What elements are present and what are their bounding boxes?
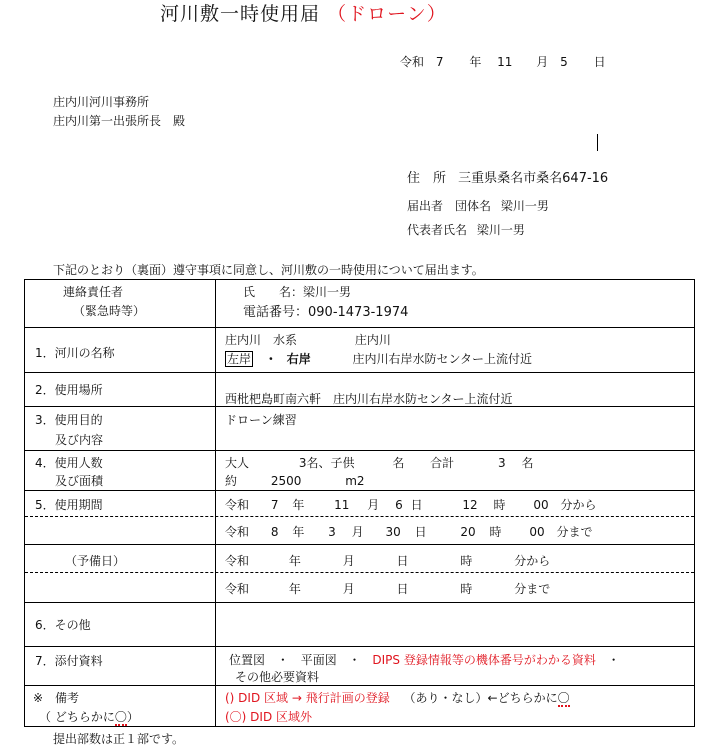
note-did-line (225, 689, 570, 706)
intro-statement: 下記のとおり（裏面）遵守事項に同意し、河川敷の一時使用について届出ます。 (53, 263, 484, 277)
phone-value: 090-1473-1974 (308, 305, 409, 320)
attach-item-other: その他必要資料 (235, 670, 320, 684)
attach-sep: ・ (607, 653, 620, 667)
to-suffix: 分まで (556, 525, 593, 539)
reserve-from-year-unit: 年 (288, 554, 301, 568)
note-sublabel-text: （ どちらかに (39, 710, 115, 724)
note-sublabel-end: ） (126, 710, 139, 724)
place-value: 西枇杷島町南六軒 庄内川右岸水防センター上流付近 (225, 392, 513, 406)
phone-label: 電話番号： (243, 305, 309, 320)
from-day-unit: 日 (410, 498, 423, 512)
date-year-unit: 年 (469, 55, 482, 69)
application-table (24, 279, 695, 727)
to-era: 令和 (225, 525, 250, 539)
reserve-from-hour-unit: 時 (460, 554, 473, 568)
reserve-to-era: 令和 (225, 582, 250, 596)
attach-label: 7．添付資料 (35, 654, 103, 668)
purpose-label: 3．使用目的 (35, 413, 103, 427)
people-count (225, 454, 533, 471)
to-hour-unit: 時 (489, 525, 502, 539)
reserve-to-hour-unit: 時 (460, 582, 473, 596)
title-paren-open: （ (327, 3, 348, 25)
place-label: 2．使用場所 (35, 383, 103, 397)
to-minute: 00 (529, 525, 545, 539)
reserve-to-day-unit: 日 (396, 582, 409, 596)
did-area-option: () DID 区域 → 飛行計画の登録 (225, 691, 390, 705)
from-month-unit: 月 (367, 498, 380, 512)
from-year-unit: 年 (292, 498, 305, 512)
contact-name-label: 氏 名： (243, 285, 304, 299)
org-value: 梁川一男 (500, 199, 549, 213)
submission-date (400, 53, 606, 70)
footer-note: 提出部数は正１部です。 (53, 732, 185, 746)
note-label: ※ 備考 (33, 691, 80, 705)
period-from (225, 496, 597, 513)
row-divider-dashed (25, 572, 694, 573)
outside-did-option: (〇) DID 区域外 (225, 710, 313, 724)
row-divider (25, 372, 694, 373)
row-divider (25, 450, 694, 451)
date-day-unit: 日 (593, 55, 606, 69)
purpose-sublabel: 及び内容 (55, 433, 104, 447)
contact-name (243, 283, 351, 300)
from-minute: 00 (533, 498, 549, 512)
rep-value: 梁川一男 (476, 223, 525, 237)
attach-sep: ・ (276, 653, 289, 667)
attach-items (229, 651, 620, 668)
date-month: 11 (497, 55, 513, 69)
org-label: 届出者 団体名 (407, 199, 492, 213)
attach-item-dips: DIPS 登録情報等の機体番号がわかる資料 (372, 653, 596, 667)
to-day-unit: 日 (414, 525, 427, 539)
row-divider (25, 646, 694, 647)
to-year-unit: 年 (292, 525, 305, 539)
flight-plan-choice: （あり・なし）←どちらかに (403, 691, 558, 705)
contact-name-value: 梁川一男 (303, 285, 352, 299)
note-circle-mark-2: 〇 (557, 691, 570, 705)
column-divider (215, 280, 216, 726)
total-unit: 名 (521, 456, 534, 470)
addressee-branch: 庄内川第一出張所長 殿 (53, 114, 186, 128)
people-label: 4．使用人数 (35, 456, 103, 470)
note-sublabel (39, 708, 139, 725)
attach-item-location-map: 位置図 (229, 653, 266, 667)
area-unit: m2 (345, 474, 365, 488)
river-bank (225, 350, 532, 367)
people-sublabel: 及び面積 (55, 474, 104, 488)
bank-separator: ・ (264, 352, 277, 366)
contact-phone (243, 301, 408, 320)
river-label: 1．河川の名称 (35, 346, 115, 360)
other-label: 6．その他 (35, 618, 91, 632)
reserve-from-month-unit: 月 (342, 554, 355, 568)
date-month-unit: 月 (536, 55, 549, 69)
purpose-value: ドローン練習 (225, 413, 297, 427)
period-to (225, 523, 593, 540)
row-divider (25, 327, 694, 328)
text-cursor (597, 134, 598, 151)
child-unit: 名 (392, 456, 405, 470)
date-day: 5 (560, 55, 568, 69)
from-day: 6 (395, 498, 403, 512)
rep-label: 代表者氏名 (407, 223, 468, 237)
row-divider (25, 490, 694, 491)
note-outside-line (225, 708, 312, 725)
row-divider (25, 544, 694, 545)
adult-count: 3名、子供 (298, 456, 355, 470)
date-era: 令和 (400, 55, 425, 69)
people-area (225, 472, 365, 489)
applicant-address (407, 167, 608, 186)
reserve-to (225, 580, 550, 597)
river-name-value: 庄内川 (354, 333, 391, 347)
bank-left: 左岸 (227, 352, 252, 366)
from-era: 令和 (225, 498, 250, 512)
to-day: 30 (385, 525, 401, 539)
date-year: 7 (435, 55, 444, 69)
attach-sep: ・ (348, 653, 361, 667)
to-month: 3 (328, 525, 336, 539)
applicant-representative (407, 221, 525, 238)
address-label: 住 所 (407, 171, 447, 186)
row-divider-dashed (25, 516, 694, 517)
row-divider (25, 602, 694, 603)
total-label: 合計 (430, 456, 455, 470)
addressee-office: 庄内川河川事務所 (53, 95, 150, 109)
river-location: 庄内川右岸水防センター上流付近 (352, 352, 533, 366)
contact-label: 連絡責任者 (63, 285, 124, 299)
document-title (160, 0, 447, 26)
total-count: 3 (498, 456, 506, 470)
to-month-unit: 月 (351, 525, 364, 539)
river-system (225, 331, 391, 348)
contact-sublabel: （緊急時等） (73, 304, 146, 318)
title-drone: ドローン (347, 3, 427, 25)
reserve-to-suffix: 分まで (514, 582, 551, 596)
title-main: 河川敷一時使用届 (160, 3, 321, 25)
reserve-from-day-unit: 日 (396, 554, 409, 568)
river-system-value: 庄内川 水系 (225, 333, 298, 347)
from-hour: 12 (462, 498, 478, 512)
row-divider (25, 685, 694, 686)
to-year: 8 (270, 525, 279, 539)
to-hour: 20 (460, 525, 476, 539)
from-hour-unit: 時 (493, 498, 506, 512)
title-paren-close: ） (426, 3, 447, 25)
from-month: 11 (334, 498, 350, 512)
period-label: 5．使用期間 (35, 498, 103, 512)
reserve-from (225, 552, 550, 569)
from-year: 7 (270, 498, 279, 512)
reserve-to-year-unit: 年 (288, 582, 301, 596)
reserve-label: （予備日） (65, 554, 126, 568)
reserve-from-era: 令和 (225, 554, 250, 568)
area-value: 2500 (270, 474, 302, 488)
area-prefix: 約 (225, 474, 238, 488)
attach-item-plan-map: 平面図 (300, 653, 337, 667)
note-circle-mark: 〇 (114, 710, 127, 724)
reserve-from-suffix: 分から (514, 554, 551, 568)
applicant-org (407, 197, 549, 214)
bank-right: 右岸 (286, 352, 311, 366)
adult-label: 大人 (225, 456, 250, 470)
reserve-to-month-unit: 月 (342, 582, 355, 596)
from-suffix: 分から (560, 498, 597, 512)
address-value: 三重県桑名市桑名647-16 (458, 171, 609, 186)
